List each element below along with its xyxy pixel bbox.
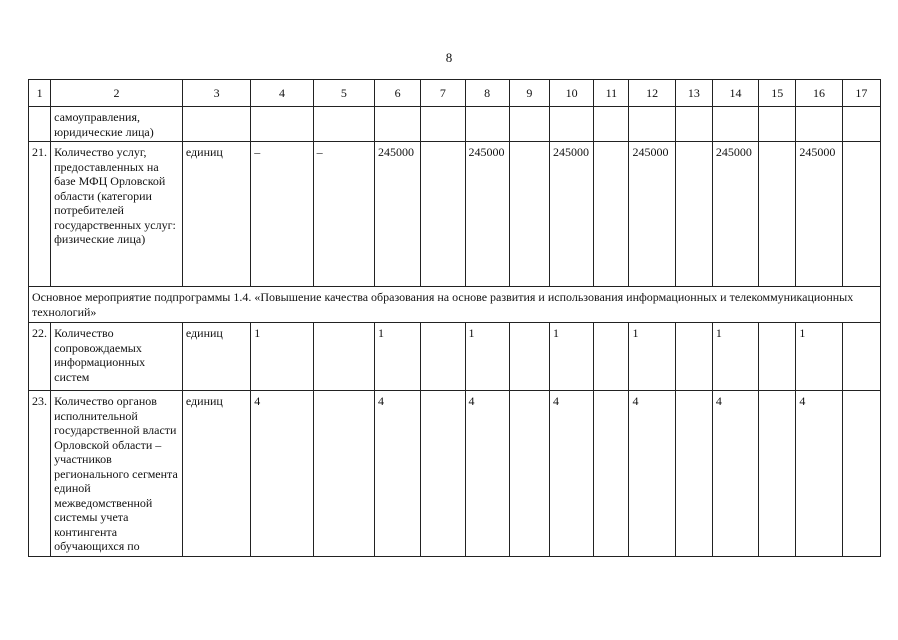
value-cell-col-17 xyxy=(842,391,880,557)
value-cell-col-12: 1 xyxy=(629,323,675,391)
value-cell-col-7 xyxy=(421,323,465,391)
value-cell-col-8: 245000 xyxy=(465,142,509,287)
value-cell-col-7 xyxy=(421,391,465,557)
column-number-1: 1 xyxy=(29,80,51,107)
value-cell-col-13 xyxy=(675,142,712,287)
value-cell-col-16: 4 xyxy=(796,391,842,557)
column-number-16: 16 xyxy=(796,80,842,107)
column-number-17: 17 xyxy=(842,80,880,107)
section-row xyxy=(29,287,881,323)
value-cell-col-5 xyxy=(313,391,374,557)
column-number-10: 10 xyxy=(550,80,594,107)
value-cell-col-8: 1 xyxy=(465,323,509,391)
row-number-cell: 23. xyxy=(29,391,51,557)
value-cell-col-10: 1 xyxy=(550,323,594,391)
value-cell-col-12 xyxy=(629,107,675,142)
value-cell-col-10: 4 xyxy=(550,391,594,557)
value-cell-col-15 xyxy=(759,323,796,391)
value-cell-col-5 xyxy=(313,107,374,142)
value-cell-col-4: – xyxy=(251,142,313,287)
value-cell-col-9 xyxy=(509,391,549,557)
column-number-8: 8 xyxy=(465,80,509,107)
page-number: 8 xyxy=(445,50,453,65)
table-row xyxy=(29,142,881,287)
value-cell-col-16 xyxy=(796,107,842,142)
unit-cell: единиц xyxy=(182,142,250,287)
column-number-12: 12 xyxy=(629,80,675,107)
indicator-name-cell: Количество услуг, предоставленных на базе МФЦ Орловской области (категории потребителей государственных услуг: физические лица) xyxy=(51,142,183,287)
value-cell-col-13 xyxy=(675,323,712,391)
value-cell-col-11 xyxy=(594,323,629,391)
value-cell-col-14: 1 xyxy=(712,323,758,391)
column-number-row xyxy=(29,80,881,107)
value-cell-col-9 xyxy=(509,323,549,391)
table-row xyxy=(29,391,881,557)
indicator-name-cell: Количество сопровождаемых информационных систем xyxy=(51,323,183,391)
value-cell-col-14: 4 xyxy=(712,391,758,557)
column-number-14: 14 xyxy=(712,80,758,107)
value-cell-col-17 xyxy=(842,323,880,391)
column-number-4: 4 xyxy=(251,80,313,107)
column-number-13: 13 xyxy=(675,80,712,107)
unit-cell xyxy=(182,107,250,142)
value-cell-col-11 xyxy=(594,391,629,557)
value-cell-col-15 xyxy=(759,107,796,142)
column-number-2: 2 xyxy=(51,80,183,107)
indicators-table xyxy=(28,79,881,557)
value-cell-col-11 xyxy=(594,107,629,142)
value-cell-col-6: 245000 xyxy=(375,142,421,287)
row-number-cell: 21. xyxy=(29,142,51,287)
value-cell-col-14: 245000 xyxy=(712,142,758,287)
unit-cell: единиц xyxy=(182,323,250,391)
column-number-5: 5 xyxy=(313,80,374,107)
value-cell-col-8 xyxy=(465,107,509,142)
value-cell-col-15 xyxy=(759,142,796,287)
indicator-name-cell: Количество органов исполнительной государственной власти Орловской области – участников регионального сегмента единой межведомственной системы учета контингента обучающихся по xyxy=(51,391,183,557)
value-cell-col-9 xyxy=(509,142,549,287)
value-cell-col-13 xyxy=(675,107,712,142)
value-cell-col-10: 245000 xyxy=(550,142,594,287)
value-cell-col-17 xyxy=(842,107,880,142)
column-number-15: 15 xyxy=(759,80,796,107)
table-row xyxy=(29,323,881,391)
value-cell-col-5: – xyxy=(313,142,374,287)
table-body xyxy=(29,80,881,557)
value-cell-col-15 xyxy=(759,391,796,557)
column-number-9: 9 xyxy=(509,80,549,107)
value-cell-col-4: 1 xyxy=(251,323,313,391)
section-heading: Основное мероприятие подпрограммы 1.4. «Повышение качества образования на основе развития и использования информационных и телекоммуникационных технологий» xyxy=(29,287,881,323)
value-cell-col-16: 245000 xyxy=(796,142,842,287)
column-number-6: 6 xyxy=(375,80,421,107)
value-cell-col-10 xyxy=(550,107,594,142)
value-cell-col-13 xyxy=(675,391,712,557)
row-number-cell xyxy=(29,107,51,142)
value-cell-col-6 xyxy=(375,107,421,142)
value-cell-col-14 xyxy=(712,107,758,142)
value-cell-col-6: 4 xyxy=(375,391,421,557)
value-cell-col-16: 1 xyxy=(796,323,842,391)
value-cell-col-4: 4 xyxy=(251,391,313,557)
row-number-cell: 22. xyxy=(29,323,51,391)
value-cell-col-12: 245000 xyxy=(629,142,675,287)
value-cell-col-6: 1 xyxy=(375,323,421,391)
column-number-3: 3 xyxy=(182,80,250,107)
value-cell-col-11 xyxy=(594,142,629,287)
unit-cell: единиц xyxy=(182,391,250,557)
column-number-7: 7 xyxy=(421,80,465,107)
column-number-11: 11 xyxy=(594,80,629,107)
value-cell-col-7 xyxy=(421,107,465,142)
value-cell-col-12: 4 xyxy=(629,391,675,557)
value-cell-col-8: 4 xyxy=(465,391,509,557)
table-row xyxy=(29,107,881,142)
value-cell-col-17 xyxy=(842,142,880,287)
value-cell-col-9 xyxy=(509,107,549,142)
indicator-name-cell: самоуправления, юридические лица) xyxy=(51,107,183,142)
value-cell-col-5 xyxy=(313,323,374,391)
value-cell-col-4 xyxy=(251,107,313,142)
value-cell-col-7 xyxy=(421,142,465,287)
